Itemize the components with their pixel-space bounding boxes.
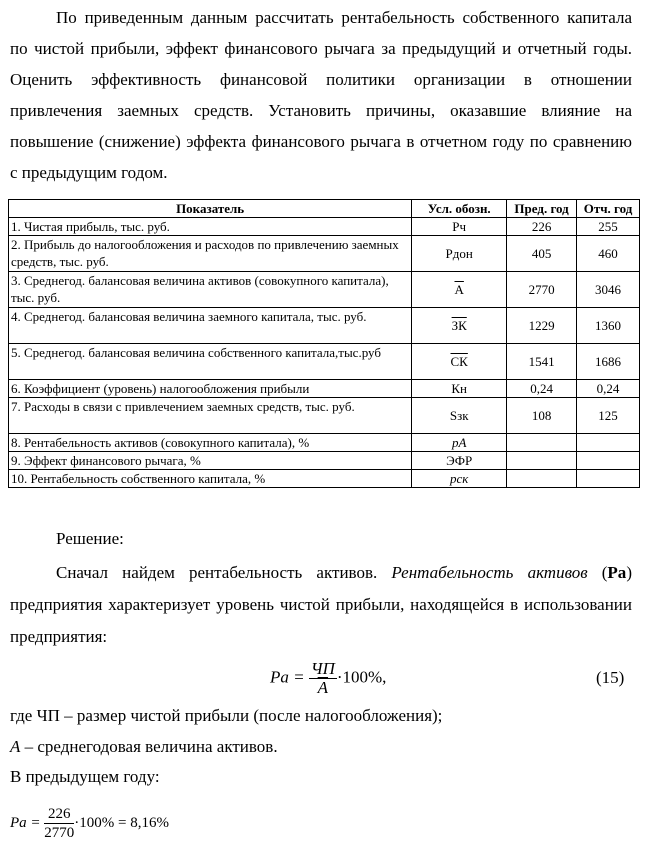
formula-number: (15)	[596, 668, 625, 687]
task-text: По приведенным данным рассчитать рентабельность собственного капитала по чистой прибыли, эффект финансового рычага за предыдущий и отчетный годы. Оценить эффективность финансовой политики организации в отношении привлечения заемных средств. Установить причины, оказавшие влияние на повышение (снижение) эффекта финансового рычага в отчетном году по сравнению с предыдущим годом.	[10, 8, 632, 182]
table-row	[9, 380, 640, 398]
header-curr-year: Отч. год	[577, 200, 640, 218]
formula-den: A	[317, 678, 329, 697]
solution-label: Решение:	[56, 529, 124, 548]
p1-a: Сначал найдем рентабельность активов.	[56, 563, 392, 582]
table-row	[9, 470, 640, 488]
header-symbol: Усл. обозн.	[412, 200, 507, 218]
p1-term: Рентабельность активов	[391, 563, 588, 582]
row-prev: 1229	[507, 308, 577, 344]
row-prev	[507, 452, 577, 470]
p1-c: (	[587, 563, 608, 582]
row-symbol: СК	[412, 344, 507, 380]
data-table	[8, 199, 640, 488]
row-name: 1. Чистая прибыль, тыс. руб.	[9, 218, 412, 236]
formula-fraction	[309, 660, 337, 697]
row-name: 6. Коэффициент (уровень) налогообложения прибыли	[9, 380, 412, 398]
calc-den: 2770	[44, 825, 75, 841]
where-line-2	[10, 737, 278, 757]
row-name: 10. Рентабельность собственного капитала, %	[9, 470, 412, 488]
table-row	[9, 236, 640, 272]
where-text: – среднегодовая величина активов.	[20, 737, 278, 756]
table-row	[9, 272, 640, 308]
calc-fraction	[44, 805, 74, 842]
table-row	[9, 452, 640, 470]
row-symbol: ЗК	[412, 308, 507, 344]
calc-lhs: Pa =	[10, 814, 41, 831]
row-symbol: Pдон	[412, 236, 507, 272]
row-curr: 3046	[577, 272, 640, 308]
row-curr: 0,24	[577, 380, 640, 398]
calc-formula	[10, 805, 169, 842]
row-name: 9. Эффект финансового рычага, %	[9, 452, 412, 470]
prev-year-label: В предыдущем году:	[10, 767, 160, 786]
row-curr: 125	[577, 398, 640, 434]
row-prev: 108	[507, 398, 577, 434]
row-name: 8. Рентабельность активов (совокупного капитала), %	[9, 434, 412, 452]
table-row	[9, 308, 640, 344]
row-curr: 255	[577, 218, 640, 236]
row-curr	[577, 434, 640, 452]
table-row	[9, 218, 640, 236]
p1-abbr: Ра	[607, 563, 627, 582]
row-symbol: pск	[412, 470, 507, 488]
p1-e: ) предприятия характеризует уровень чистой прибыли, находящейся в использовании предприятия:	[10, 563, 632, 646]
row-name: 2. Прибыль до налогообложения и расходов по привлечению заемных средств, тыс. руб.	[9, 236, 412, 272]
row-symbol: Кн	[412, 380, 507, 398]
row-symbol: ЭФР	[412, 452, 507, 470]
row-curr	[577, 452, 640, 470]
formula-lhs: Pa =	[270, 667, 305, 687]
formula-15	[270, 660, 386, 697]
row-prev: 1541	[507, 344, 577, 380]
row-prev: 226	[507, 218, 577, 236]
row-curr: 1360	[577, 308, 640, 344]
row-prev: 0,24	[507, 380, 577, 398]
row-name: 5. Среднегод. балансовая величина собственного капитала,тыс.руб	[9, 344, 412, 380]
solution-paragraph	[10, 557, 632, 653]
where-line-1: где ЧП – размер чистой прибыли (после налогообложения);	[10, 706, 443, 725]
row-curr: 1686	[577, 344, 640, 380]
row-symbol: pA	[412, 434, 507, 452]
table-row	[9, 398, 640, 434]
row-name: 7. Расходы в связи с привлечением заемных средств, тыс. руб.	[9, 398, 412, 434]
calc-num: 226	[44, 805, 74, 824]
row-curr: 460	[577, 236, 640, 272]
formula-num: ЧП	[310, 659, 335, 678]
calc-rhs: ·100% = 8,16%	[74, 814, 169, 831]
table-header-row	[9, 200, 640, 218]
row-curr	[577, 470, 640, 488]
formula-rhs: ·100%,	[336, 667, 387, 687]
row-prev: 2770	[507, 272, 577, 308]
where-symbol: A	[10, 737, 21, 756]
header-prev-year: Пред. год	[507, 200, 577, 218]
row-name: 3. Среднегод. балансовая величина активов (совокупного капитала), тыс. руб.	[9, 272, 412, 308]
row-symbol: $\overline{A}$	[412, 272, 507, 308]
table-row	[9, 434, 640, 452]
row-prev	[507, 470, 577, 488]
row-prev: 405	[507, 236, 577, 272]
row-symbol: Sзк	[412, 398, 507, 434]
row-symbol: Pч	[412, 218, 507, 236]
row-name: 4. Среднегод. балансовая величина заемного капитала, тыс. руб.	[9, 308, 412, 344]
table-row	[9, 344, 640, 380]
row-prev	[507, 434, 577, 452]
header-indicator: Показатель	[9, 200, 412, 218]
